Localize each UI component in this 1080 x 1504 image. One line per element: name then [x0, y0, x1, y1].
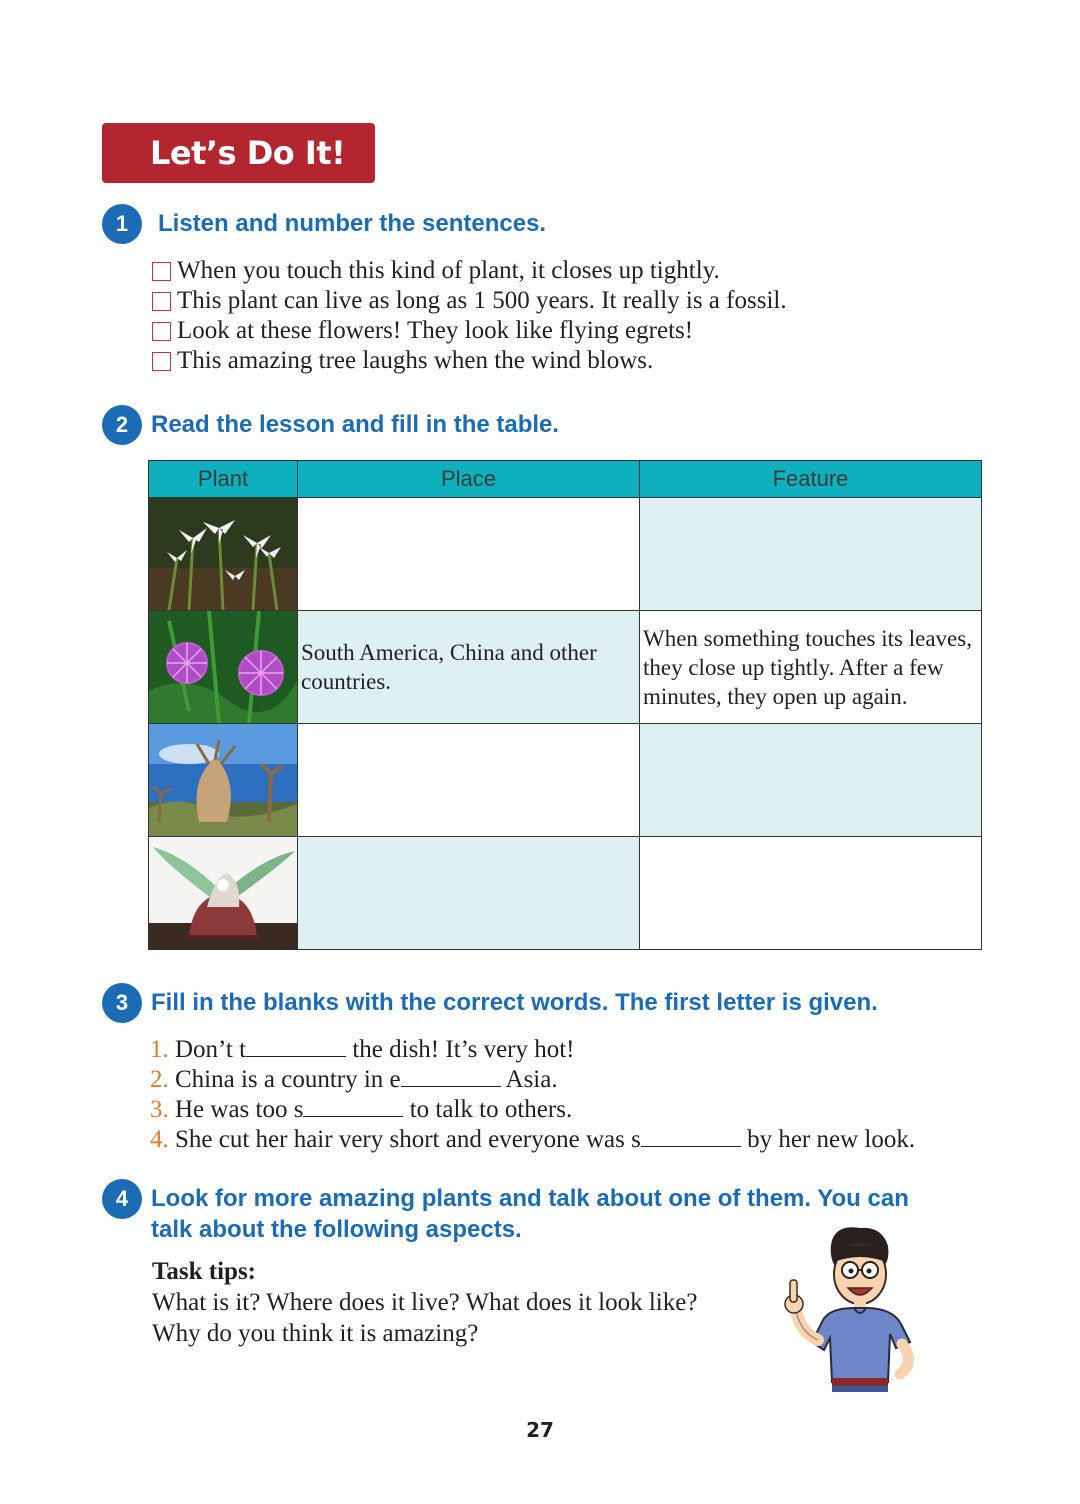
column-header-place: Place — [298, 461, 640, 498]
answer-blank[interactable] — [303, 1094, 403, 1117]
section-2-heading: Read the lesson and fill in the table. — [151, 411, 560, 438]
item-text-before: Don’t t — [175, 1036, 247, 1063]
number-box[interactable] — [152, 292, 171, 311]
sentence-list — [152, 256, 787, 376]
list-item — [152, 256, 787, 286]
number-box[interactable] — [152, 352, 171, 371]
section-3-heading: Fill in the blanks with the correct words. The first letter is given. — [151, 989, 878, 1016]
item-number: 4. — [150, 1126, 169, 1153]
plant-photo-welwitschia — [149, 837, 298, 950]
task-tips-line: Why do you think it is amazing? — [152, 1320, 479, 1347]
item-number: 1. — [150, 1036, 169, 1063]
number-box[interactable] — [152, 262, 171, 281]
table-row — [149, 498, 982, 611]
cartoon-boy-illustration — [770, 1222, 930, 1392]
place-cell[interactable] — [298, 498, 640, 611]
item-text-after: the dish! It’s very hot! — [346, 1036, 575, 1063]
list-item — [150, 1064, 915, 1094]
table-header-row — [149, 461, 982, 498]
list-item — [150, 1124, 915, 1154]
item-text-after: by her new look. — [740, 1126, 916, 1153]
place-cell[interactable]: South America, China and other countries. — [298, 611, 640, 724]
feature-cell[interactable]: When something touches its leaves, they close up tightly. After a few minutes, they open up again. — [640, 611, 982, 724]
section-3-number: 3 — [102, 983, 142, 1023]
list-item — [150, 1034, 915, 1064]
item-text-before: She cut her hair very short and everyone was s — [175, 1126, 641, 1153]
sentence-text: This plant can live as long as 1 500 years. It really is a fossil. — [177, 287, 787, 314]
plant-table — [148, 460, 982, 950]
section-4-heading-line1: Look for more amazing plants and talk about one of them. You can — [151, 1185, 909, 1212]
section-1-heading: Listen and number the sentences. — [158, 210, 547, 237]
section-4-number: 4 — [102, 1179, 142, 1219]
column-header-feature: Feature — [640, 461, 982, 498]
plant-photo-mimosa — [149, 611, 298, 724]
feature-cell[interactable] — [640, 837, 982, 950]
plant-photo-baobab — [149, 724, 298, 837]
answer-blank[interactable] — [246, 1034, 346, 1057]
list-item — [152, 316, 787, 346]
answer-blank[interactable] — [401, 1064, 501, 1087]
sentence-text: When you touch this kind of plant, it closes up tightly. — [177, 257, 720, 284]
task-tips-line: What is it? Where does it live? What does it look like? — [152, 1289, 698, 1316]
sentence-text: This amazing tree laughs when the wind blows. — [177, 347, 654, 374]
item-number: 3. — [150, 1096, 169, 1123]
item-text-after: to talk to others. — [403, 1096, 573, 1123]
number-box[interactable] — [152, 322, 171, 341]
table-row — [149, 724, 982, 837]
feature-cell[interactable] — [640, 498, 982, 611]
feature-cell[interactable] — [640, 724, 982, 837]
list-item — [152, 346, 787, 376]
item-number: 2. — [150, 1066, 169, 1093]
section-1-number: 1 — [102, 204, 142, 244]
page-number: 27 — [526, 1418, 554, 1442]
item-text-after: Asia. — [500, 1066, 558, 1093]
section-4-heading-line2: talk about the following aspects. — [151, 1216, 522, 1243]
place-cell[interactable] — [298, 837, 640, 950]
plant-photo-egret-flower — [149, 498, 298, 611]
sentence-text: Look at these flowers! They look like flying egrets! — [177, 317, 694, 344]
item-text-before: China is a country in e — [175, 1066, 401, 1093]
item-text-before: He was too s — [175, 1096, 304, 1123]
answer-blank[interactable] — [641, 1124, 741, 1147]
list-item — [150, 1094, 915, 1124]
section-2-number: 2 — [102, 405, 142, 445]
column-header-plant: Plant — [149, 461, 298, 498]
fill-blanks-list — [150, 1034, 915, 1154]
table-row — [149, 837, 982, 950]
table-row — [149, 611, 982, 724]
task-tips-label: Task tips: — [152, 1258, 256, 1285]
list-item — [152, 286, 787, 316]
task-tips — [152, 1256, 697, 1349]
section-banner: Let’s Do It! — [102, 123, 375, 183]
place-cell[interactable] — [298, 724, 640, 837]
